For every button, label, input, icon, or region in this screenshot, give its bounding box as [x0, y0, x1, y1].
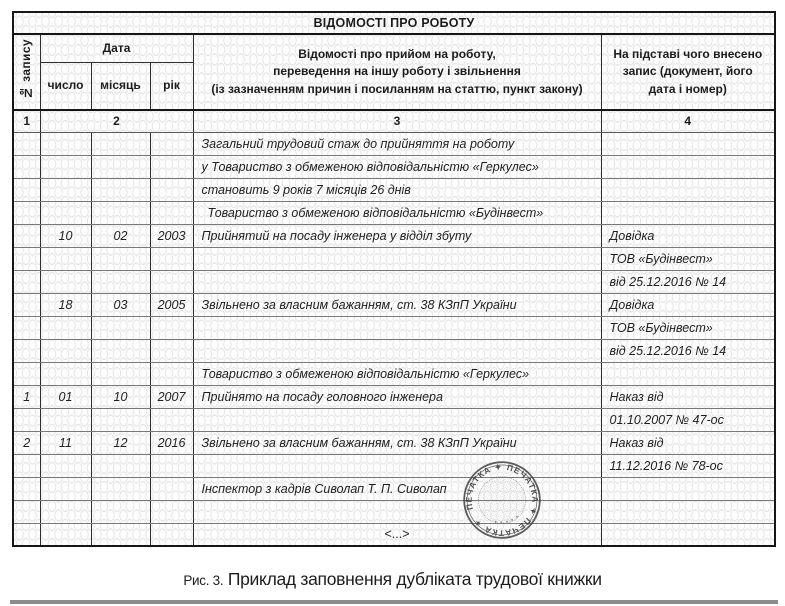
cell-day: [40, 339, 91, 362]
cell-day: [40, 362, 91, 385]
cell-day: [40, 523, 91, 546]
cell-record-no: [13, 247, 40, 270]
cell-day: [40, 316, 91, 339]
cell-month: [91, 523, 150, 546]
cell-basis: Наказ від: [601, 431, 775, 454]
cell-month: [91, 270, 150, 293]
table-row: [13, 201, 775, 224]
info-header-line2: переведення на іншу роботу і звільнення: [273, 64, 521, 79]
cell-info: Товариство з обмеженою відповідальністю «Будінвест»: [193, 201, 601, 224]
column-number-2: 2: [40, 110, 193, 132]
cell-basis: ТОВ «Будінвест»: [601, 247, 775, 270]
cell-info: Прийнято на посаду головного інженера: [193, 385, 601, 408]
cell-day: [40, 477, 91, 500]
figure-caption-text: Приклад заповнення дубліката трудової книжки: [223, 569, 602, 589]
cell-basis: 01.10.2007 № 47-ос: [601, 408, 775, 431]
cell-year: [150, 523, 193, 546]
column-number-1: 1: [13, 110, 40, 132]
cell-month: [91, 408, 150, 431]
cell-basis: від 25.12.2016 № 14: [601, 270, 775, 293]
table-row: [13, 316, 775, 339]
table-row: [13, 178, 775, 201]
cell-day: [40, 500, 91, 523]
cell-year: [150, 316, 193, 339]
stamp-bottom-text: ✶ ✶ ✶ ✶ ✶: [493, 514, 521, 525]
table-title: ВІДОМОСТІ ПРО РОБОТУ: [13, 12, 775, 34]
table-row: [13, 523, 775, 546]
cell-year: [150, 339, 193, 362]
cell-year: [150, 270, 193, 293]
cell-basis: Довідка: [601, 293, 775, 316]
cell-day: [40, 201, 91, 224]
header-row-top: [13, 34, 775, 62]
cell-info: у Товариство з обмеженою відповідальністю «Геркулес»: [193, 155, 601, 178]
cell-day: [40, 270, 91, 293]
info-header-line3: (із зазначенням причин і посиланням на статтю, пункт закону): [211, 81, 583, 96]
cell-month: 10: [91, 385, 150, 408]
cell-record-no: [13, 523, 40, 546]
cell-info: [193, 270, 601, 293]
cell-day: 11: [40, 431, 91, 454]
table-row: [13, 339, 775, 362]
column-header-year: рік: [150, 62, 193, 110]
cell-info: [193, 408, 601, 431]
cell-info: [193, 454, 601, 477]
table-row: [13, 385, 775, 408]
cell-day: [40, 132, 91, 155]
cell-month: [91, 201, 150, 224]
cell-year: [150, 132, 193, 155]
table-row: [13, 293, 775, 316]
column-header-month: місяць: [91, 62, 150, 110]
cell-month: [91, 155, 150, 178]
table-row: [13, 477, 775, 500]
cell-month: [91, 362, 150, 385]
column-number-3: 3: [193, 110, 601, 132]
cell-year: [150, 201, 193, 224]
cell-day: [40, 454, 91, 477]
cell-info: становить 9 років 7 місяців 26 днів: [193, 178, 601, 201]
cell-year: 2005: [150, 293, 193, 316]
cell-record-no: [13, 362, 40, 385]
column-header-date: Дата: [40, 34, 193, 62]
cell-basis: [601, 477, 775, 500]
cell-day: 10: [40, 224, 91, 247]
table-row: [13, 132, 775, 155]
work-record-table: [12, 11, 776, 547]
column-header-record-no: [13, 34, 40, 110]
table-row: [13, 247, 775, 270]
cell-month: [91, 339, 150, 362]
cell-year: [150, 247, 193, 270]
cell-record-no: [13, 408, 40, 431]
cell-basis: [601, 132, 775, 155]
column-header-info: [193, 34, 601, 110]
cell-year: [150, 500, 193, 523]
cell-month: [91, 247, 150, 270]
cell-month: [91, 316, 150, 339]
cell-info: Інспектор з кадрів Сиволап Т. П. Сиволап: [193, 477, 601, 500]
cell-record-no: 2: [13, 431, 40, 454]
cell-info: Загальний трудовий стаж до прийняття на роботу: [193, 132, 601, 155]
cell-record-no: 1: [13, 385, 40, 408]
cell-info: [193, 316, 601, 339]
table-row: [13, 431, 775, 454]
table-row: [13, 270, 775, 293]
cell-info: [193, 500, 601, 523]
cell-record-no: [13, 316, 40, 339]
column-number-4: 4: [601, 110, 775, 132]
cell-day: [40, 408, 91, 431]
table-row: [13, 155, 775, 178]
cell-year: 2003: [150, 224, 193, 247]
cell-month: 12: [91, 431, 150, 454]
cell-basis: [601, 201, 775, 224]
cell-record-no: [13, 339, 40, 362]
cell-basis: Наказ від: [601, 385, 775, 408]
cell-basis: [601, 362, 775, 385]
cell-basis: Довідка: [601, 224, 775, 247]
record-no-vertical-label: № запису: [19, 38, 34, 100]
figure-caption: [0, 569, 785, 590]
cell-info: Товариство з обмеженою відповідальністю «Геркулес»: [193, 362, 601, 385]
cell-day: 01: [40, 385, 91, 408]
cell-record-no: [13, 454, 40, 477]
cell-record-no: [13, 477, 40, 500]
table-row: [13, 224, 775, 247]
cell-year: [150, 362, 193, 385]
cell-month: [91, 178, 150, 201]
cell-day: [40, 155, 91, 178]
table-row: [13, 454, 775, 477]
figure-caption-prefix: Рис. 3.: [183, 573, 224, 588]
stamp-ring-text: ПЕЧАТКА ✦ ПЕЧАТКА ✦ ПЕЧАТКА ✦: [463, 461, 541, 539]
bottom-divider: [10, 600, 778, 604]
cell-record-no: [13, 132, 40, 155]
cell-basis: [601, 523, 775, 546]
info-header-line1: Відомості про прийом на роботу,: [298, 46, 496, 61]
cell-record-no: [13, 201, 40, 224]
cell-info: Прийнятий на посаду інженера у відділ збуту: [193, 224, 601, 247]
table-body: [13, 132, 775, 546]
cell-month: [91, 500, 150, 523]
cell-info: Звільнено за власним бажанням, ст. 38 КЗпП України: [193, 431, 601, 454]
cell-info: [193, 339, 601, 362]
cell-year: 2016: [150, 431, 193, 454]
cell-month: 03: [91, 293, 150, 316]
table-title-row: [13, 12, 775, 34]
column-numbering-row: [13, 110, 775, 132]
cell-year: [150, 454, 193, 477]
cell-record-no: [13, 293, 40, 316]
cell-info: [193, 247, 601, 270]
cell-month: [91, 454, 150, 477]
cell-day: [40, 247, 91, 270]
cell-basis: від 25.12.2016 № 14: [601, 339, 775, 362]
cell-month: [91, 477, 150, 500]
column-header-basis: На підставі чого внесено запис (документ, його дата і номер): [601, 34, 775, 110]
cell-basis: [601, 500, 775, 523]
cell-day: [40, 178, 91, 201]
cell-year: [150, 178, 193, 201]
cell-year: [150, 155, 193, 178]
cell-basis: ТОВ «Будінвест»: [601, 316, 775, 339]
cell-record-no: [13, 178, 40, 201]
column-header-day: число: [40, 62, 91, 110]
cell-year: [150, 408, 193, 431]
cell-record-no: [13, 500, 40, 523]
cell-info: Звільнено за власним бажанням, ст. 38 КЗпП України: [193, 293, 601, 316]
cell-basis: [601, 155, 775, 178]
cell-info: <...>: [193, 523, 601, 546]
table-row: [13, 500, 775, 523]
cell-day: 18: [40, 293, 91, 316]
cell-year: 2007: [150, 385, 193, 408]
cell-month: 02: [91, 224, 150, 247]
cell-basis: [601, 178, 775, 201]
cell-record-no: [13, 270, 40, 293]
cell-record-no: [13, 224, 40, 247]
table-row: [13, 408, 775, 431]
table-row: [13, 362, 775, 385]
cell-year: [150, 477, 193, 500]
cell-record-no: [13, 155, 40, 178]
cell-basis: 11.12.2016 № 78-ос: [601, 454, 775, 477]
cell-month: [91, 132, 150, 155]
